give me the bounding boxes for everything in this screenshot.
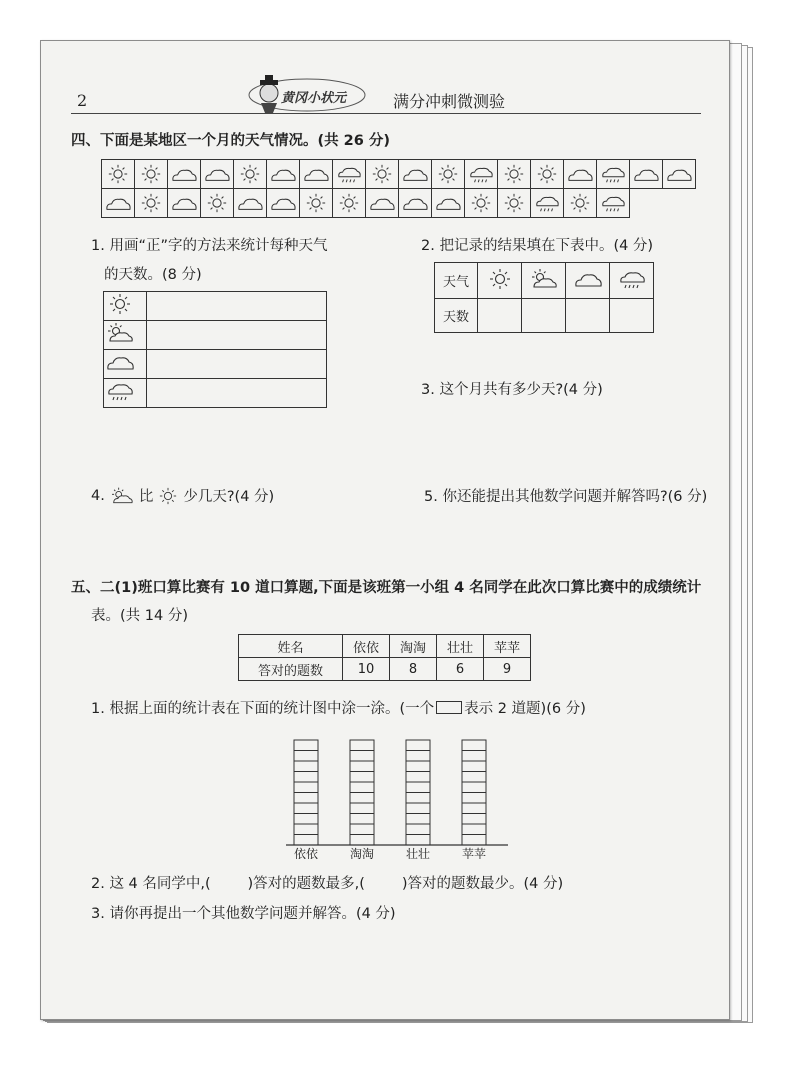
bar-category-label: 淘淘	[349, 847, 375, 859]
weather-day-cell	[399, 189, 432, 218]
bar-cell[interactable]	[294, 761, 318, 772]
sunny-icon	[433, 163, 463, 185]
rainy-icon	[532, 192, 562, 214]
score-header-name: 姓名	[239, 635, 343, 658]
summary-header-days: 天数	[435, 299, 478, 333]
score-value: 10	[343, 658, 390, 681]
weather-day-cell	[201, 160, 234, 189]
q4-1-line2: 的天数。(8 分)	[104, 267, 202, 283]
q4-4-suffix: 少几天?(4 分)	[183, 489, 275, 505]
sunny-icon	[202, 192, 232, 214]
bar-cell[interactable]	[406, 751, 430, 762]
sunny-icon	[484, 267, 516, 291]
weather-day-cell	[168, 189, 201, 218]
legend-cell	[436, 701, 462, 714]
tally-cell-sunny[interactable]	[147, 292, 327, 321]
weather-day-cell	[597, 160, 630, 189]
q4-3: 3. 这个月共有多少天?(4 分)	[421, 382, 603, 398]
bar-cell[interactable]	[294, 772, 318, 783]
bar-cell[interactable]	[406, 761, 430, 772]
cloudy-icon	[104, 350, 136, 374]
cloudy-icon	[301, 163, 331, 185]
rainy-icon	[334, 163, 364, 185]
bar-cell[interactable]	[350, 782, 374, 793]
days-cell-rainy[interactable]	[610, 299, 654, 333]
sunny-icon	[565, 192, 595, 214]
worksheet-page	[40, 40, 730, 1020]
bar-cell[interactable]	[350, 793, 374, 804]
bar-cell[interactable]	[406, 803, 430, 814]
sunny-icon	[103, 163, 133, 185]
bar-cell[interactable]	[350, 803, 374, 814]
weather-day-cell	[267, 189, 300, 218]
header-rule	[71, 113, 701, 114]
bar-cell[interactable]	[406, 814, 430, 825]
bar-cell[interactable]	[350, 751, 374, 762]
summary-header-weather: 天气	[435, 263, 478, 299]
bar-cell[interactable]	[294, 793, 318, 804]
bar-cell[interactable]	[462, 740, 486, 751]
score-value: 6	[437, 658, 484, 681]
weather-day-cell	[597, 189, 630, 218]
tally-cell-rainy[interactable]	[147, 379, 327, 408]
brand-name: 黄冈小状元	[281, 91, 347, 106]
bar-category-label: 壮壮	[405, 847, 431, 859]
cloudy-icon	[268, 192, 298, 214]
days-cell-sunny[interactable]	[478, 299, 522, 333]
bar-category-label: 依依	[293, 847, 319, 859]
bar-cell[interactable]	[406, 835, 430, 846]
bar-cell[interactable]	[294, 803, 318, 814]
cloudy-icon	[664, 163, 694, 185]
student-name: 壮壮	[437, 635, 484, 658]
bar-cell[interactable]	[294, 835, 318, 846]
weather-summary-table	[434, 262, 654, 333]
bar-cell[interactable]	[462, 772, 486, 783]
weather-day-cell	[300, 189, 333, 218]
weather-day-cell	[366, 160, 399, 189]
bar-cell[interactable]	[294, 751, 318, 762]
bar-cell[interactable]	[294, 824, 318, 835]
bar-category-label: 苹苹	[461, 847, 487, 859]
bar-cell[interactable]	[462, 803, 486, 814]
q5-1-prefix: 1. 根据上面的统计表在下面的统计图中涂一涂。(一个	[91, 701, 435, 717]
bar-cell[interactable]	[350, 814, 374, 825]
weather-day-cell	[135, 160, 168, 189]
rainy-icon	[104, 379, 136, 403]
q4-5: 5. 你还能提出其他数学问题并解答吗?(6 分)	[424, 489, 708, 505]
bar-cell[interactable]	[350, 772, 374, 783]
weather-day-cell	[432, 189, 465, 218]
weather-day-cell	[630, 160, 663, 189]
weather-day-cell	[465, 160, 498, 189]
cloudy-icon	[400, 163, 430, 185]
weather-day-cell	[234, 189, 267, 218]
weather-row-2	[102, 189, 696, 218]
partly-cloudy-icon	[104, 321, 136, 345]
series-title: 满分冲刺微测验	[393, 92, 506, 111]
bar-cell[interactable]	[350, 761, 374, 772]
partly-cloudy-icon	[528, 267, 560, 291]
bar-cell[interactable]	[406, 824, 430, 835]
weather-day-cell	[498, 160, 531, 189]
weather-day-cell	[366, 189, 399, 218]
score-bar-chart	[286, 723, 508, 859]
bar-cell[interactable]	[294, 782, 318, 793]
section4-title: 四、下面是某地区一个月的天气情况。(共 26 分)	[71, 133, 391, 149]
bar-cell[interactable]	[350, 740, 374, 751]
bar-cell[interactable]	[294, 814, 318, 825]
weather-day-cell	[234, 160, 267, 189]
weather-day-cell	[300, 160, 333, 189]
weather-day-cell	[135, 189, 168, 218]
student-name: 淘淘	[390, 635, 437, 658]
cloudy-icon	[169, 163, 199, 185]
cloudy-icon	[367, 192, 397, 214]
bar-cell[interactable]	[462, 793, 486, 804]
student-name: 依依	[343, 635, 390, 658]
sunny-icon	[367, 163, 397, 185]
cloudy-icon	[433, 192, 463, 214]
weather-day-cell	[102, 160, 135, 189]
days-cell-partly-cloudy[interactable]	[522, 299, 566, 333]
cloudy-icon	[103, 192, 133, 214]
sunny-icon	[235, 163, 265, 185]
score-value: 9	[484, 658, 531, 681]
weather-day-cell	[432, 160, 465, 189]
rainy-icon	[598, 192, 628, 214]
weather-day-cell	[267, 160, 300, 189]
tally-cell-cloudy[interactable]	[147, 350, 327, 379]
q4-4	[91, 485, 274, 506]
q5-1-suffix: 表示 2 道题)(6 分)	[464, 701, 586, 717]
bar-cell[interactable]	[294, 740, 318, 751]
bar-cell[interactable]	[406, 740, 430, 751]
sunny-icon	[301, 192, 331, 214]
weather-day-cell	[333, 189, 366, 218]
sunny-icon	[136, 192, 166, 214]
weather-day-cell	[168, 160, 201, 189]
bar-cell[interactable]	[462, 824, 486, 835]
bar-cell[interactable]	[462, 835, 486, 846]
tally-cell-partly-cloudy[interactable]	[147, 321, 327, 350]
weather-day-cell	[465, 189, 498, 218]
rainy-icon	[616, 267, 648, 291]
weather-row-1	[102, 160, 696, 189]
bar-cell[interactable]	[350, 824, 374, 835]
q5-3: 3. 请你再提出一个其他数学问题并解答。(4 分)	[91, 906, 396, 922]
q4-4-prefix: 4.	[91, 487, 105, 504]
q4-2: 2. 把记录的结果填在下表中。(4 分)	[421, 238, 654, 254]
weather-day-cell	[564, 189, 597, 218]
bar-cell[interactable]	[406, 782, 430, 793]
sunny-icon	[466, 192, 496, 214]
bar-cell[interactable]	[462, 751, 486, 762]
sunny-icon	[499, 163, 529, 185]
q5-1	[91, 697, 586, 718]
cloudy-icon	[565, 163, 595, 185]
bar-cell[interactable]	[462, 782, 486, 793]
weather-day-cell	[498, 189, 531, 218]
weather-calendar	[101, 159, 696, 218]
weather-day-cell	[531, 160, 564, 189]
q4-4-mid: 比	[138, 489, 154, 505]
q4-1-line1: 1. 用画“正”字的方法来统计每种天气	[91, 238, 328, 254]
cloudy-icon	[235, 192, 265, 214]
cloudy-icon	[268, 163, 298, 185]
score-header-correct: 答对的题数	[239, 658, 343, 681]
weather-day-cell	[102, 189, 135, 218]
sunny-icon	[155, 486, 181, 506]
weather-day-cell	[564, 160, 597, 189]
partly-cloudy-icon	[107, 486, 137, 506]
bar-cell[interactable]	[350, 835, 374, 846]
sunny-icon	[532, 163, 562, 185]
rainy-icon	[598, 163, 628, 185]
days-cell-cloudy[interactable]	[566, 299, 610, 333]
sunny-icon	[136, 163, 166, 185]
sunny-icon	[104, 292, 136, 316]
bar-cell[interactable]	[406, 772, 430, 783]
weather-day-cell	[663, 160, 696, 189]
cloudy-icon	[169, 192, 199, 214]
section5-title-line2: 表。(共 14 分)	[91, 608, 188, 624]
page-number: 2	[77, 91, 88, 110]
sunny-icon	[334, 192, 364, 214]
tally-table	[103, 291, 327, 408]
cloudy-icon	[631, 163, 661, 185]
cloudy-icon	[202, 163, 232, 185]
bar-cell[interactable]	[406, 793, 430, 804]
brand-logo	[247, 69, 367, 115]
section5-title-line1: 五、二(1)班口算比赛有 10 道口算题,下面是该班第一小组 4 名同学在此次口算比赛中的成绩统计	[71, 580, 702, 596]
bar-cell[interactable]	[462, 814, 486, 825]
sunny-icon	[499, 192, 529, 214]
weather-day-cell	[531, 189, 564, 218]
student-name: 苹苹	[484, 635, 531, 658]
rainy-icon	[466, 163, 496, 185]
score-table	[238, 634, 531, 681]
cloudy-icon	[400, 192, 430, 214]
weather-day-cell	[333, 160, 366, 189]
q5-2: 2. 这 4 名同学中,( )答对的题数最多,( )答对的题数最少。(4 分)	[91, 876, 564, 892]
cloudy-icon	[572, 267, 604, 291]
weather-day-cell	[201, 189, 234, 218]
weather-day-cell	[399, 160, 432, 189]
score-value: 8	[390, 658, 437, 681]
bar-cell[interactable]	[462, 761, 486, 772]
